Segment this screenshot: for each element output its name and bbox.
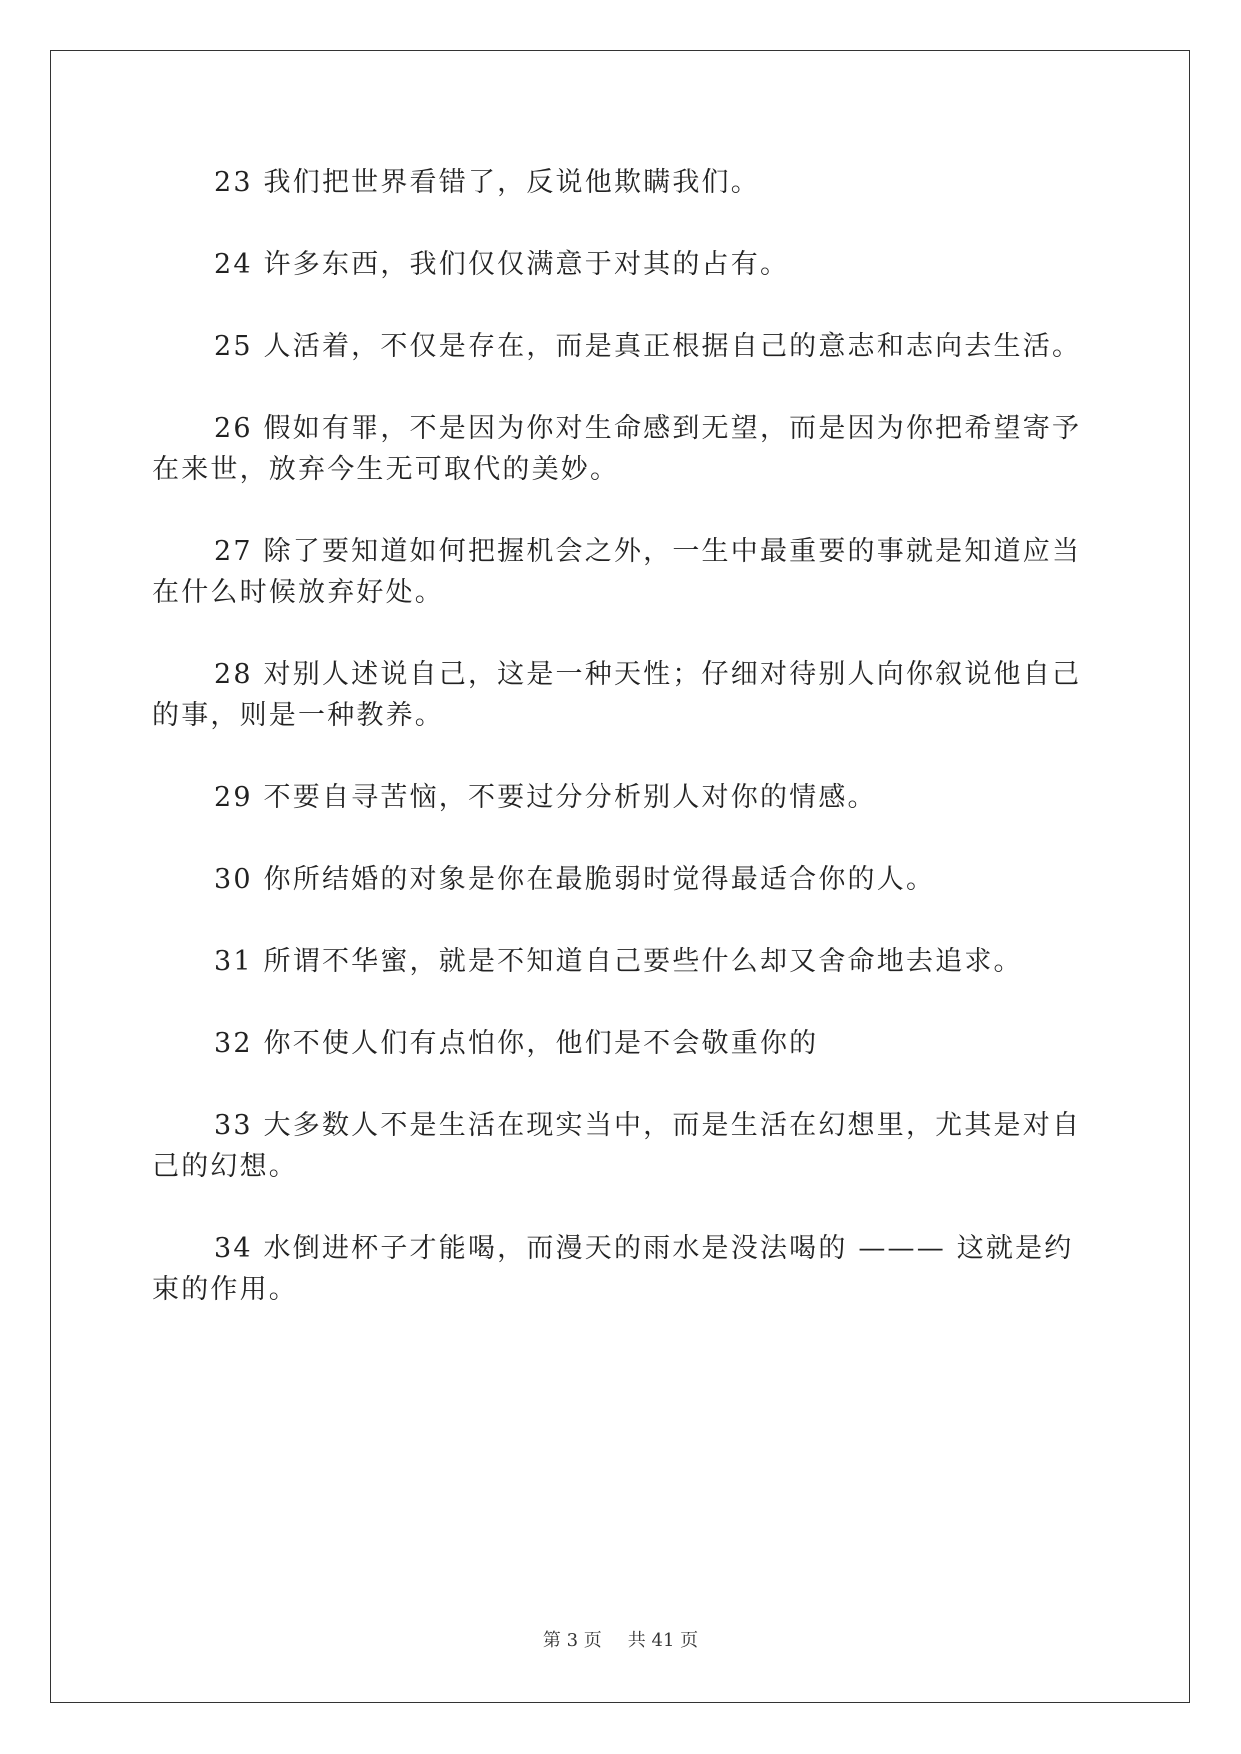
paragraph: 27 除了要知道如何把握机会之外，一生中最重要的事就是知道应当在什么时候放弃好处。	[152, 536, 1082, 608]
paragraph: 33 大多数人不是生活在现实当中，而是生活在幻想里，尤其是对自己的幻想。	[152, 1110, 1082, 1182]
paragraph: 26 假如有罪，不是因为你对生命感到无望，而是因为你把希望寄予在来世，放弃今生无可取代的美妙。	[152, 413, 1082, 485]
page-footer	[0, 1626, 1241, 1652]
page-number: 第 3 页	[542, 1630, 602, 1651]
paragraph: 29 不要自寻苦恼，不要过分分析别人对你的情感。	[214, 782, 877, 813]
paragraph: 32 你不使人们有点怕你，他们是不会敬重你的	[214, 1028, 819, 1059]
document-body	[152, 162, 1092, 1351]
paragraph: 25 人活着，不仅是存在，而是真正根据自己的意志和志向去生活。	[214, 331, 1082, 362]
paragraph: 23 我们把世界看错了，反说他欺瞒我们。	[214, 167, 760, 198]
paragraph: 24 许多东西，我们仅仅满意于对其的占有。	[214, 249, 790, 280]
page-total: 共 41 页	[627, 1630, 699, 1651]
paragraph: 31 所谓不华蜜，就是不知道自己要些什么却又舍命地去追求。	[214, 946, 1023, 977]
paragraph: 28 对别人述说自己，这是一种天性；仔细对待别人向你叙说他自己的事，则是一种教养。	[152, 659, 1082, 731]
paragraph: 30 你所结婚的对象是你在最脆弱时觉得最适合你的人。	[214, 864, 936, 895]
paragraph: 34 水倒进杯子才能喝，而漫天的雨水是没法喝的 ——— 这就是约束的作用。	[152, 1233, 1074, 1305]
